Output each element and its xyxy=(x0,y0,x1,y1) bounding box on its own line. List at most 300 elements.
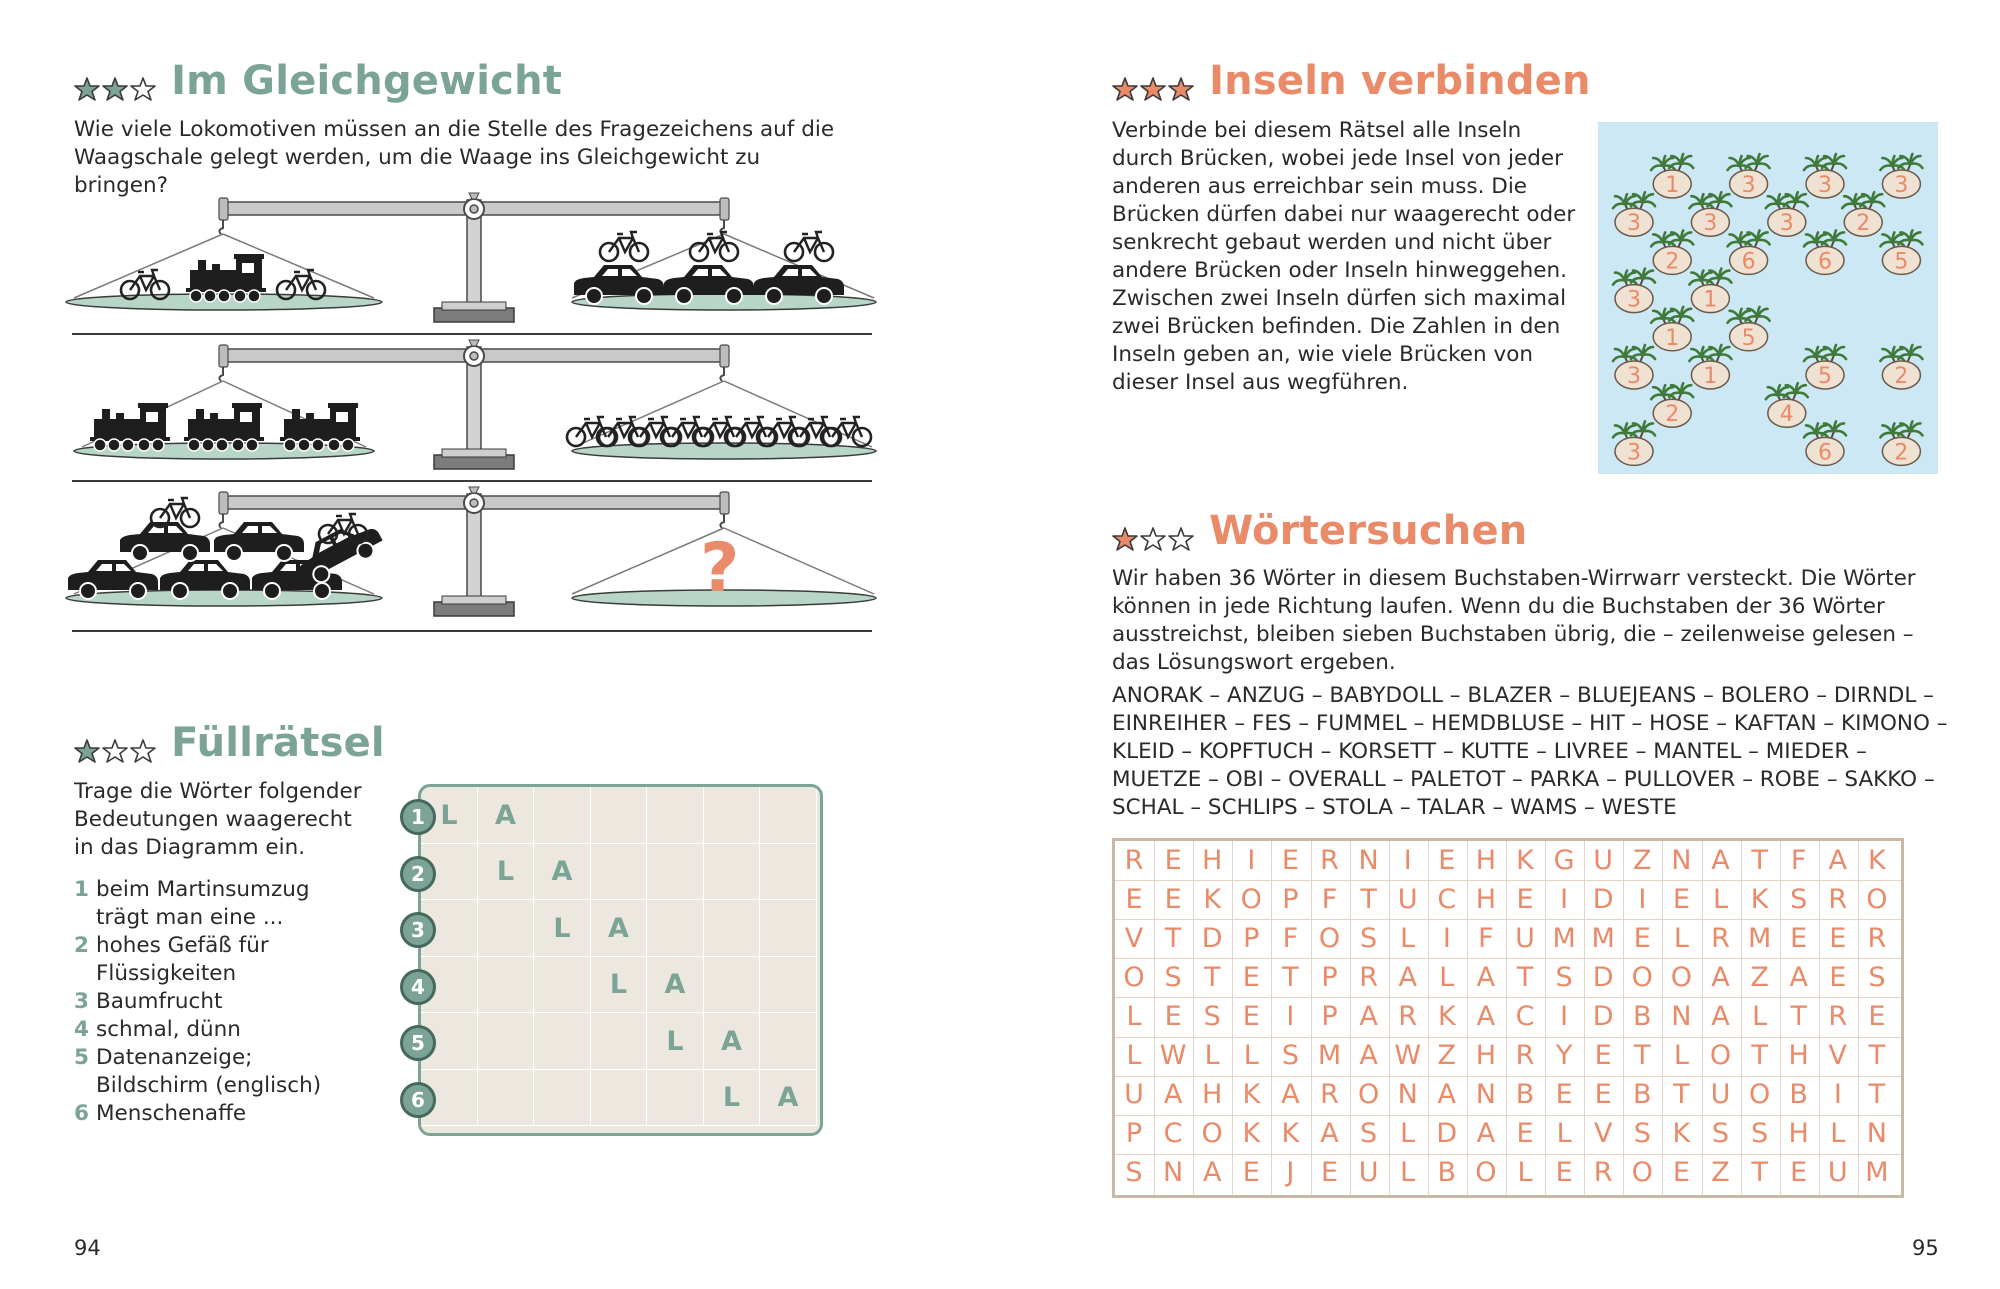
islands-text-line: zwei Brücken befinden. Die Zahlen in den xyxy=(1112,314,1561,339)
grid-line xyxy=(1858,841,1859,1195)
wordsearch-letter[interactable]: S xyxy=(1790,883,1808,915)
fill-cell[interactable] xyxy=(760,844,817,901)
wordsearch-letter[interactable]: S xyxy=(1164,961,1182,993)
wordsearch-letter[interactable]: A xyxy=(1711,961,1730,993)
islands-text-line: Brücken dürfen dabei nur waagerecht oder xyxy=(1112,202,1576,227)
clue-text: schmal, dünn xyxy=(96,1017,241,1042)
fill-cell[interactable] xyxy=(760,1013,817,1070)
given-letter: A xyxy=(495,799,516,831)
wordsearch-letter[interactable]: P xyxy=(1321,1000,1338,1032)
wordsearch-letter[interactable]: S xyxy=(1751,1118,1769,1150)
fill-cell[interactable] xyxy=(534,957,591,1014)
wordsearch-letter[interactable]: O xyxy=(1631,1157,1653,1189)
wordsearch-letter[interactable]: C xyxy=(1437,883,1457,915)
fill-cell[interactable] xyxy=(760,900,817,957)
wordsearch-letter[interactable]: B xyxy=(1633,1000,1652,1032)
wordsearch-letter[interactable]: E xyxy=(1594,1040,1612,1071)
wordsearch-letter[interactable]: A xyxy=(1711,1000,1730,1032)
wordsearch-letter[interactable]: U xyxy=(1124,1079,1144,1111)
wordsearch-letter[interactable]: B xyxy=(1789,1079,1808,1111)
wordsearch-letter[interactable]: I xyxy=(1638,883,1647,915)
wordsearch-letter[interactable]: A xyxy=(1163,1079,1183,1111)
wordsearch-letter[interactable]: S xyxy=(1203,1000,1221,1032)
wordsearch-letter[interactable]: E xyxy=(1320,1157,1339,1189)
islands-title: Inseln verbinden xyxy=(1209,58,1591,104)
wordsearch-letter[interactable]: E xyxy=(1555,1079,1573,1111)
row-number-badge: 4 xyxy=(400,969,436,1005)
island-number: 2 xyxy=(1894,440,1909,466)
islands-instructions xyxy=(1112,117,1582,397)
islands-text-line: Zwischen zwei Inseln dürfen sich maximal xyxy=(1112,286,1567,311)
wordsearch-letter[interactable]: S xyxy=(1868,961,1886,993)
wordsearch-letter[interactable]: O xyxy=(1631,961,1653,993)
wordsearch-letter[interactable]: B xyxy=(1633,1079,1652,1111)
wordsearch-letter[interactable]: D xyxy=(1436,1118,1458,1150)
wordsearch-letter[interactable]: E xyxy=(1829,961,1847,993)
wordsearch-letter[interactable]: H xyxy=(1475,1040,1497,1071)
wordsearch-letter[interactable]: R xyxy=(1711,922,1730,954)
given-letter: L xyxy=(440,799,458,831)
wordsearch-text-line: Wir haben 36 Wörter in diesem Buchstaben-Wirrwarr versteckt. Die Wörter xyxy=(1112,566,1916,591)
wordsearch-letter[interactable]: Z xyxy=(1711,1157,1730,1189)
clue-item xyxy=(74,1100,404,1128)
wordsearch-letter[interactable]: G xyxy=(1553,844,1575,876)
wordsearch-letter[interactable]: E xyxy=(1516,1118,1534,1150)
wordsearch-letter[interactable]: E xyxy=(1790,922,1808,954)
wordsearch-letter[interactable]: E xyxy=(1438,844,1456,876)
wordsearch-letter[interactable]: I xyxy=(1560,883,1569,915)
wordsearch-letter[interactable]: L xyxy=(1439,961,1455,993)
wordsearch-letter[interactable]: H xyxy=(1202,1079,1223,1111)
wordsearch-letter[interactable]: Y xyxy=(1555,1040,1573,1071)
given-letter: L xyxy=(609,969,628,1000)
wordsearch-letter[interactable]: Z xyxy=(1633,844,1652,876)
grid-line xyxy=(1115,958,1901,959)
fill-cell[interactable] xyxy=(534,787,591,844)
fill-cell[interactable] xyxy=(647,900,704,957)
wordsearch-letter[interactable]: S xyxy=(1360,922,1378,954)
wordsearch-letter[interactable]: F xyxy=(1478,922,1494,954)
island-number: 6 xyxy=(1818,249,1832,275)
wordsearch-letter[interactable]: K xyxy=(1203,883,1222,915)
fill-cell[interactable] xyxy=(478,1013,535,1070)
wordsearch-letter[interactable]: T xyxy=(1516,961,1534,993)
wordsearch-letter[interactable]: A xyxy=(1476,961,1496,993)
island-number: 2 xyxy=(1665,249,1680,275)
wordsearch-letter[interactable]: U xyxy=(1827,1157,1848,1189)
wordsearch-text-line: können in jede Richtung laufen. Wenn du die Buchstaben der 36 Wörter xyxy=(1112,594,1885,619)
wordsearch-letter[interactable]: K xyxy=(1281,1118,1300,1150)
given-letter: L xyxy=(496,856,515,887)
grid-line xyxy=(1115,919,1901,920)
wordsearch-letter[interactable]: A xyxy=(1476,1000,1496,1032)
grid-line xyxy=(1545,841,1546,1195)
wordsearch-letter[interactable]: K xyxy=(1750,883,1769,915)
wordsearch-letter[interactable]: I xyxy=(1833,1079,1842,1111)
clue-item xyxy=(74,876,404,932)
wordsearch-grid xyxy=(1112,838,1904,1198)
island-number: 6 xyxy=(1818,440,1832,466)
wordsearch-letter[interactable]: R xyxy=(1867,922,1887,954)
fill-cell[interactable] xyxy=(591,844,648,901)
wordsearch-letter[interactable]: D xyxy=(1201,922,1223,954)
wordsearch-letter[interactable]: U xyxy=(1515,922,1535,954)
fill-title: Füllrätsel xyxy=(171,720,385,766)
grid-line xyxy=(1115,1076,1901,1077)
wordsearch-letter[interactable]: A xyxy=(1828,844,1848,876)
wordsearch-letter[interactable]: A xyxy=(1476,1118,1496,1150)
wordsearch-letter[interactable]: V xyxy=(1593,1118,1613,1150)
wordsearch-letter[interactable]: A xyxy=(1789,961,1808,993)
grid-line xyxy=(1350,841,1351,1195)
wordsearch-letter[interactable]: D xyxy=(1592,961,1614,993)
wordsearch-letter[interactable]: A xyxy=(1437,1079,1457,1111)
wordsearch-letter[interactable]: T xyxy=(1790,1000,1807,1032)
wordsearch-letter[interactable]: R xyxy=(1320,844,1339,876)
wordsearch-letter[interactable]: D xyxy=(1592,883,1614,915)
wordsearch-letter[interactable]: R xyxy=(1828,1000,1848,1032)
fill-cell[interactable] xyxy=(704,957,761,1014)
fill-cell[interactable] xyxy=(591,787,648,844)
wordsearch-letter[interactable]: Z xyxy=(1750,961,1769,993)
wordsearch-letter[interactable]: K xyxy=(1868,844,1886,876)
wordsearch-letter[interactable]: E xyxy=(1633,922,1651,954)
wordsearch-letter[interactable]: T xyxy=(1164,922,1182,954)
fill-cell[interactable] xyxy=(704,844,761,901)
wordsearch-letter[interactable]: N xyxy=(1671,844,1692,876)
wordsearch-letter[interactable]: A xyxy=(1359,1040,1378,1071)
wordsearch-letter[interactable]: S xyxy=(1633,1118,1651,1150)
grid-line xyxy=(1311,841,1312,1195)
clue-number: 6 xyxy=(74,1101,89,1126)
wordsearch-letter[interactable]: E xyxy=(1164,1000,1182,1032)
fill-cell[interactable] xyxy=(647,787,704,844)
wordsearch-letter[interactable]: L xyxy=(1712,883,1729,915)
wordsearch-letter[interactable]: L xyxy=(1400,1157,1416,1189)
fill-cell[interactable] xyxy=(534,1013,591,1070)
fill-intro xyxy=(74,778,394,862)
wordsearch-letter[interactable]: S xyxy=(1711,1118,1730,1150)
balance-heading xyxy=(74,58,562,104)
word-list-line: EINREIHER – FES – FUMMEL – HEMDBLUSE – HIT – HOSE – KAFTAN – KIMONO – xyxy=(1112,711,1948,736)
wordsearch-letter[interactable]: N xyxy=(1397,1079,1418,1111)
island-number: 5 xyxy=(1741,325,1756,351)
wordsearch-letter[interactable]: E xyxy=(1242,961,1260,993)
fill-cell[interactable] xyxy=(704,787,761,844)
given-letter: L xyxy=(722,1082,741,1113)
difficulty-stars-icon xyxy=(74,738,158,766)
wordsearch-letter[interactable]: O xyxy=(1240,883,1262,915)
island-number: 3 xyxy=(1779,211,1794,237)
wordsearch-letter[interactable]: H xyxy=(1202,844,1223,876)
grid-line xyxy=(1154,841,1155,1195)
wordsearch-letter[interactable]: I xyxy=(1247,844,1256,876)
wordsearch-instructions xyxy=(1112,565,1982,677)
wordsearch-letter[interactable]: E xyxy=(1125,883,1143,915)
wordsearch-letter[interactable]: F xyxy=(1321,883,1338,915)
wordsearch-letter[interactable]: M xyxy=(1317,1040,1342,1071)
wordsearch-letter[interactable]: A xyxy=(1281,1079,1300,1111)
grid-line xyxy=(1467,841,1468,1195)
wordsearch-letter[interactable]: R xyxy=(1124,844,1144,876)
island-number: 3 xyxy=(1627,364,1641,389)
wordsearch-letter[interactable]: T xyxy=(1282,961,1299,993)
wordsearch-letter[interactable]: N xyxy=(1671,1000,1692,1032)
balance-scales-illustration xyxy=(64,190,884,640)
islands-text-line: andere Brücken oder Inseln hinweggehen. xyxy=(1112,258,1567,283)
wordsearch-letter[interactable]: N xyxy=(1866,1118,1887,1150)
wordsearch-letter[interactable]: E xyxy=(1164,883,1182,915)
clue-item xyxy=(74,1016,404,1044)
wordsearch-letter[interactable]: A xyxy=(1202,1157,1222,1189)
wordsearch-letter[interactable]: R xyxy=(1359,961,1378,993)
word-list-line: KLEID – KOPFTUCH – KORSETT – KUTTE – LIVREE – MANTEL – MIEDER – xyxy=(1112,739,1867,764)
word-list-line: ANORAK – ANZUG – BABYDOLL – BLAZER – BLUEJEANS – BOLERO – DIRNDL – xyxy=(1112,683,1934,708)
wordsearch-letter[interactable]: K xyxy=(1672,1118,1691,1150)
scale-row-1 xyxy=(66,193,876,322)
wordsearch-letter[interactable]: P xyxy=(1243,922,1260,954)
islands-text-line: durch Brücken, wobei jede Insel von jeder xyxy=(1112,146,1563,171)
clue-text: Datenanzeige; xyxy=(96,1045,253,1070)
wordsearch-letter[interactable]: R xyxy=(1398,1000,1418,1032)
wordsearch-letter[interactable]: O xyxy=(1201,1118,1223,1150)
wordsearch-letter[interactable]: A xyxy=(1320,1118,1339,1150)
grid-line xyxy=(1115,880,1901,881)
row-number-badge: 5 xyxy=(400,1025,436,1061)
wordsearch-letter[interactable]: S xyxy=(1125,1157,1143,1189)
balance-text-line: Waagschale gelegt werden, um die Waage ins Gleichgewicht zu bringen? xyxy=(74,145,761,198)
grid-line xyxy=(1193,841,1194,1195)
clue-text: Flüssigkeiten xyxy=(96,961,237,986)
grid-line xyxy=(1741,841,1742,1195)
clue-text: Baumfrucht xyxy=(96,989,223,1014)
wordsearch-letter[interactable]: L xyxy=(1673,922,1689,954)
grid-line xyxy=(1780,841,1781,1195)
wordsearch-letter[interactable]: H xyxy=(1475,844,1497,876)
given-letter: L xyxy=(666,1025,684,1057)
fill-cell[interactable] xyxy=(760,957,817,1014)
wordsearch-letter[interactable]: L xyxy=(1517,1157,1533,1189)
clue-number: 4 xyxy=(74,1017,89,1042)
wordsearch-letter[interactable]: P xyxy=(1125,1118,1143,1150)
wordsearch-letter[interactable]: L xyxy=(1400,1118,1416,1150)
wordsearch-letter[interactable]: S xyxy=(1360,1118,1378,1150)
wordsearch-letter[interactable]: R xyxy=(1593,1157,1613,1189)
wordsearch-letter[interactable]: O xyxy=(1748,1079,1771,1111)
wordsearch-word-list xyxy=(1112,682,1992,822)
row-number-badge: 1 xyxy=(400,799,436,835)
wordsearch-letter[interactable]: Z xyxy=(1437,1040,1457,1071)
wordsearch-letter[interactable]: N xyxy=(1358,844,1379,876)
wordsearch-letter[interactable]: I xyxy=(1442,922,1451,954)
wordsearch-letter[interactable]: E xyxy=(1672,1157,1690,1189)
wordsearch-letter[interactable]: A xyxy=(1398,961,1417,993)
wordsearch-letter[interactable]: L xyxy=(1243,1040,1259,1071)
wordsearch-letter[interactable]: O xyxy=(1357,1079,1380,1111)
fill-clues xyxy=(74,876,404,1128)
fill-cell[interactable] xyxy=(760,787,817,844)
fill-cell[interactable] xyxy=(704,900,761,957)
wordsearch-letter[interactable]: U xyxy=(1710,1079,1731,1111)
wordsearch-letter[interactable]: W xyxy=(1394,1040,1422,1071)
wordsearch-letter[interactable]: E xyxy=(1516,883,1534,915)
wordsearch-letter[interactable]: T xyxy=(1673,1079,1690,1111)
wordsearch-letter[interactable]: F xyxy=(1790,844,1807,876)
grid-line xyxy=(1702,841,1703,1195)
wordsearch-letter[interactable]: M xyxy=(1552,922,1576,954)
wordsearch-letter[interactable]: E xyxy=(1164,844,1182,876)
island-number: 2 xyxy=(1894,364,1909,389)
wordsearch-letter[interactable]: M xyxy=(1865,1157,1889,1189)
fill-cell[interactable] xyxy=(478,1070,535,1127)
wordsearch-letter[interactable]: C xyxy=(1163,1118,1183,1150)
wordsearch-letter[interactable]: W xyxy=(1159,1040,1187,1071)
fill-heading xyxy=(74,720,385,766)
wordsearch-letter[interactable]: O xyxy=(1866,883,1888,915)
difficulty-stars-icon xyxy=(74,76,158,104)
wordsearch-letter[interactable]: E xyxy=(1868,1000,1886,1032)
wordsearch-letter[interactable]: A xyxy=(1359,1000,1378,1032)
grid-line xyxy=(1389,841,1390,1195)
wordsearch-letter[interactable]: U xyxy=(1397,883,1418,915)
wordsearch-letter[interactable]: E xyxy=(1242,1157,1260,1189)
difficulty-stars-icon xyxy=(1112,526,1196,554)
fill-intro-line: in das Diagramm ein. xyxy=(74,835,306,860)
fill-cell[interactable] xyxy=(591,1013,648,1070)
wordsearch-letter[interactable]: H xyxy=(1475,883,1497,915)
clue-item xyxy=(74,988,404,1016)
wordsearch-letter[interactable]: K xyxy=(1516,844,1534,876)
wordsearch-letter[interactable]: K xyxy=(1437,1000,1456,1032)
clue-text: Bildschirm (englisch) xyxy=(96,1073,322,1098)
fill-cell[interactable] xyxy=(647,1070,704,1127)
island-number: 6 xyxy=(1741,249,1756,275)
wordsearch-letter[interactable]: L xyxy=(1126,1000,1142,1032)
wordsearch-letter[interactable]: L xyxy=(1126,1040,1142,1071)
wordsearch-letter[interactable]: I xyxy=(1560,1000,1569,1032)
wordsearch-letter[interactable]: T xyxy=(1868,1040,1886,1071)
island-number: 3 xyxy=(1627,287,1641,313)
wordsearch-letter[interactable]: L xyxy=(1556,1118,1572,1150)
scale-row-2 xyxy=(74,340,876,469)
wordsearch-letter[interactable]: R xyxy=(1320,1079,1339,1111)
wordsearch-letter[interactable]: P xyxy=(1282,883,1299,915)
wordsearch-letter[interactable]: R xyxy=(1828,883,1848,915)
clue-item xyxy=(74,932,404,988)
wordsearch-text-line: das Lösungswort ergeben. xyxy=(1112,650,1396,675)
grid-line xyxy=(1662,841,1663,1195)
wordsearch-letter[interactable]: N xyxy=(1162,1157,1184,1189)
island-number: 3 xyxy=(1627,440,1641,466)
wordsearch-letter[interactable]: T xyxy=(1751,1157,1768,1189)
wordsearch-letter[interactable]: H xyxy=(1788,1040,1809,1071)
wordsearch-letter[interactable]: A xyxy=(1711,844,1730,876)
wordsearch-text-line: ausstreichst, bleiben sieben Buchstaben übrig, die – zeilenweise gelesen – xyxy=(1112,622,1914,647)
wordsearch-letter[interactable]: D xyxy=(1592,1000,1614,1032)
balance-text-line: Wie viele Lokomotiven müssen an die Stelle des Fragezeichens auf die xyxy=(74,117,835,142)
wordsearch-letter[interactable]: U xyxy=(1358,1157,1379,1189)
wordsearch-letter[interactable]: K xyxy=(1242,1079,1261,1111)
wordsearch-letter[interactable]: L xyxy=(1400,922,1416,954)
wordsearch-letter[interactable]: E xyxy=(1594,1079,1612,1111)
wordsearch-letter[interactable]: E xyxy=(1281,844,1299,876)
wordsearch-letter[interactable]: U xyxy=(1593,844,1614,876)
wordsearch-letter[interactable]: H xyxy=(1788,1118,1809,1150)
wordsearch-letter[interactable]: F xyxy=(1282,922,1299,954)
wordsearch-letter[interactable]: E xyxy=(1672,883,1690,915)
given-letter: A xyxy=(551,856,573,887)
wordsearch-letter[interactable]: M xyxy=(1747,922,1772,954)
wordsearch-letter[interactable]: N xyxy=(1475,1079,1496,1111)
fill-cell[interactable] xyxy=(478,900,535,957)
wordsearch-letter[interactable]: L xyxy=(1673,1040,1689,1071)
wordsearch-title: Wörtersuchen xyxy=(1209,508,1528,554)
wordsearch-letter[interactable]: S xyxy=(1281,1040,1299,1071)
wordsearch-letter[interactable]: C xyxy=(1515,1000,1535,1032)
wordsearch-letter[interactable]: L xyxy=(1204,1040,1220,1071)
wordsearch-letter[interactable]: B xyxy=(1515,1079,1535,1111)
given-letter: A xyxy=(777,1082,799,1113)
wordsearch-letter[interactable]: K xyxy=(1242,1118,1261,1150)
wordsearch-letter[interactable]: E xyxy=(1242,1000,1260,1032)
island-number: 5 xyxy=(1818,364,1832,389)
wordsearch-letter[interactable]: T xyxy=(1634,1040,1651,1071)
given-letter: A xyxy=(721,1025,742,1057)
wordsearch-letter[interactable]: O xyxy=(1670,961,1693,993)
clue-text: Menschenaffe xyxy=(96,1101,247,1126)
wordsearch-letter[interactable]: B xyxy=(1437,1157,1457,1189)
wordsearch-letter[interactable]: I xyxy=(1286,1000,1295,1032)
wordsearch-letter[interactable]: R xyxy=(1515,1040,1535,1071)
wordsearch-letter[interactable]: L xyxy=(1830,1118,1846,1150)
wordsearch-letter[interactable]: O xyxy=(1318,922,1341,954)
wordsearch-letter[interactable]: T xyxy=(1203,961,1221,993)
wordsearch-letter[interactable]: M xyxy=(1591,922,1615,954)
page-number-right: 95 xyxy=(1912,1236,1939,1260)
wordsearch-letter[interactable]: O xyxy=(1123,961,1145,993)
wordsearch-letter[interactable]: T xyxy=(1360,883,1377,915)
clue-number: 2 xyxy=(74,933,89,958)
wordsearch-letter[interactable]: T xyxy=(1751,1040,1768,1071)
given-letter: A xyxy=(608,912,629,944)
wordsearch-letter[interactable]: O xyxy=(1709,1040,1732,1071)
difficulty-stars-icon xyxy=(1112,76,1196,104)
clue-text: beim Martinsumzug xyxy=(96,877,310,902)
wordsearch-letter[interactable]: V xyxy=(1124,922,1144,954)
wordsearch-letter[interactable]: P xyxy=(1321,961,1338,993)
grid-line xyxy=(1115,1115,1901,1116)
fill-intro-line: Bedeutungen waagerecht xyxy=(74,807,352,832)
wordsearch-letter[interactable]: T xyxy=(1751,844,1768,876)
wordsearch-letter[interactable]: I xyxy=(1403,844,1412,876)
fill-cell[interactable] xyxy=(647,844,704,901)
island-number: 5 xyxy=(1894,249,1909,275)
clue-item xyxy=(74,1044,404,1100)
wordsearch-letter[interactable]: L xyxy=(1752,1000,1768,1032)
fill-cell[interactable] xyxy=(478,957,535,1014)
wordsearch-letter[interactable]: E xyxy=(1555,1157,1573,1189)
wordsearch-letter[interactable]: E xyxy=(1829,922,1847,954)
wordsearch-letter[interactable]: O xyxy=(1475,1157,1497,1189)
island-number: 3 xyxy=(1703,211,1718,237)
wordsearch-letter[interactable]: J xyxy=(1286,1157,1295,1189)
wordsearch-letter[interactable]: S xyxy=(1555,961,1573,993)
wordsearch-letter[interactable]: E xyxy=(1790,1157,1808,1189)
fill-cell[interactable] xyxy=(591,1070,648,1127)
wordsearch-letter[interactable]: V xyxy=(1828,1040,1848,1071)
fill-cell[interactable] xyxy=(534,1070,591,1127)
wordsearch-letter[interactable]: T xyxy=(1868,1079,1886,1111)
